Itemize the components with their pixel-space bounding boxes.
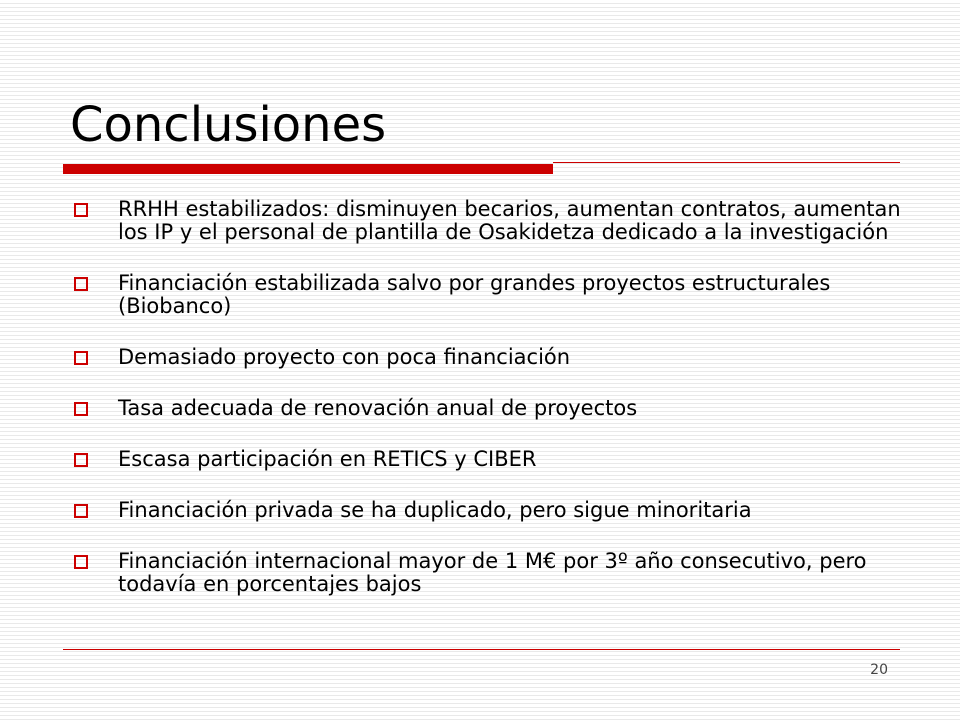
footer-rule (63, 649, 900, 650)
hollow-square-bullet-icon (74, 351, 88, 365)
list-item (72, 272, 902, 318)
hollow-square-bullet-icon (74, 402, 88, 416)
list-item (72, 499, 902, 522)
bullet-text: Tasa adecuada de renovación anual de proyectos (118, 396, 638, 420)
bullet-text: Financiación internacional mayor de 1 M€ por 3º año consecutivo, pero todavía en porcentajes bajos (118, 549, 867, 596)
list-item (72, 448, 902, 471)
title-underline-accent (63, 164, 553, 174)
hollow-square-bullet-icon (74, 555, 88, 569)
list-item (72, 397, 902, 420)
page-number: 20 (870, 662, 888, 678)
list-item (72, 346, 902, 369)
hollow-square-bullet-icon (74, 453, 88, 467)
bullet-text: Escasa participación en RETICS y CIBER (118, 447, 537, 471)
bullet-text: Financiación estabilizada salvo por grandes proyectos estructurales (Biobanco) (118, 271, 831, 318)
title-underline-rule (553, 162, 900, 163)
list-item (72, 550, 902, 596)
bullet-text: Financiación privada se ha duplicado, pero sigue minoritaria (118, 498, 752, 522)
bullet-text: Demasiado proyecto con poca financiación (118, 345, 571, 369)
bullet-text: RRHH estabilizados: disminuyen becarios, aumentan contratos, aumentan los IP y el personal de plantilla de Osakidetza dedicado a la investigación (118, 197, 901, 244)
hollow-square-bullet-icon (74, 203, 88, 217)
slide-title: Conclusiones (70, 97, 387, 153)
conclusions-list (72, 198, 902, 624)
list-item (72, 198, 902, 244)
hollow-square-bullet-icon (74, 504, 88, 518)
hollow-square-bullet-icon (74, 277, 88, 291)
